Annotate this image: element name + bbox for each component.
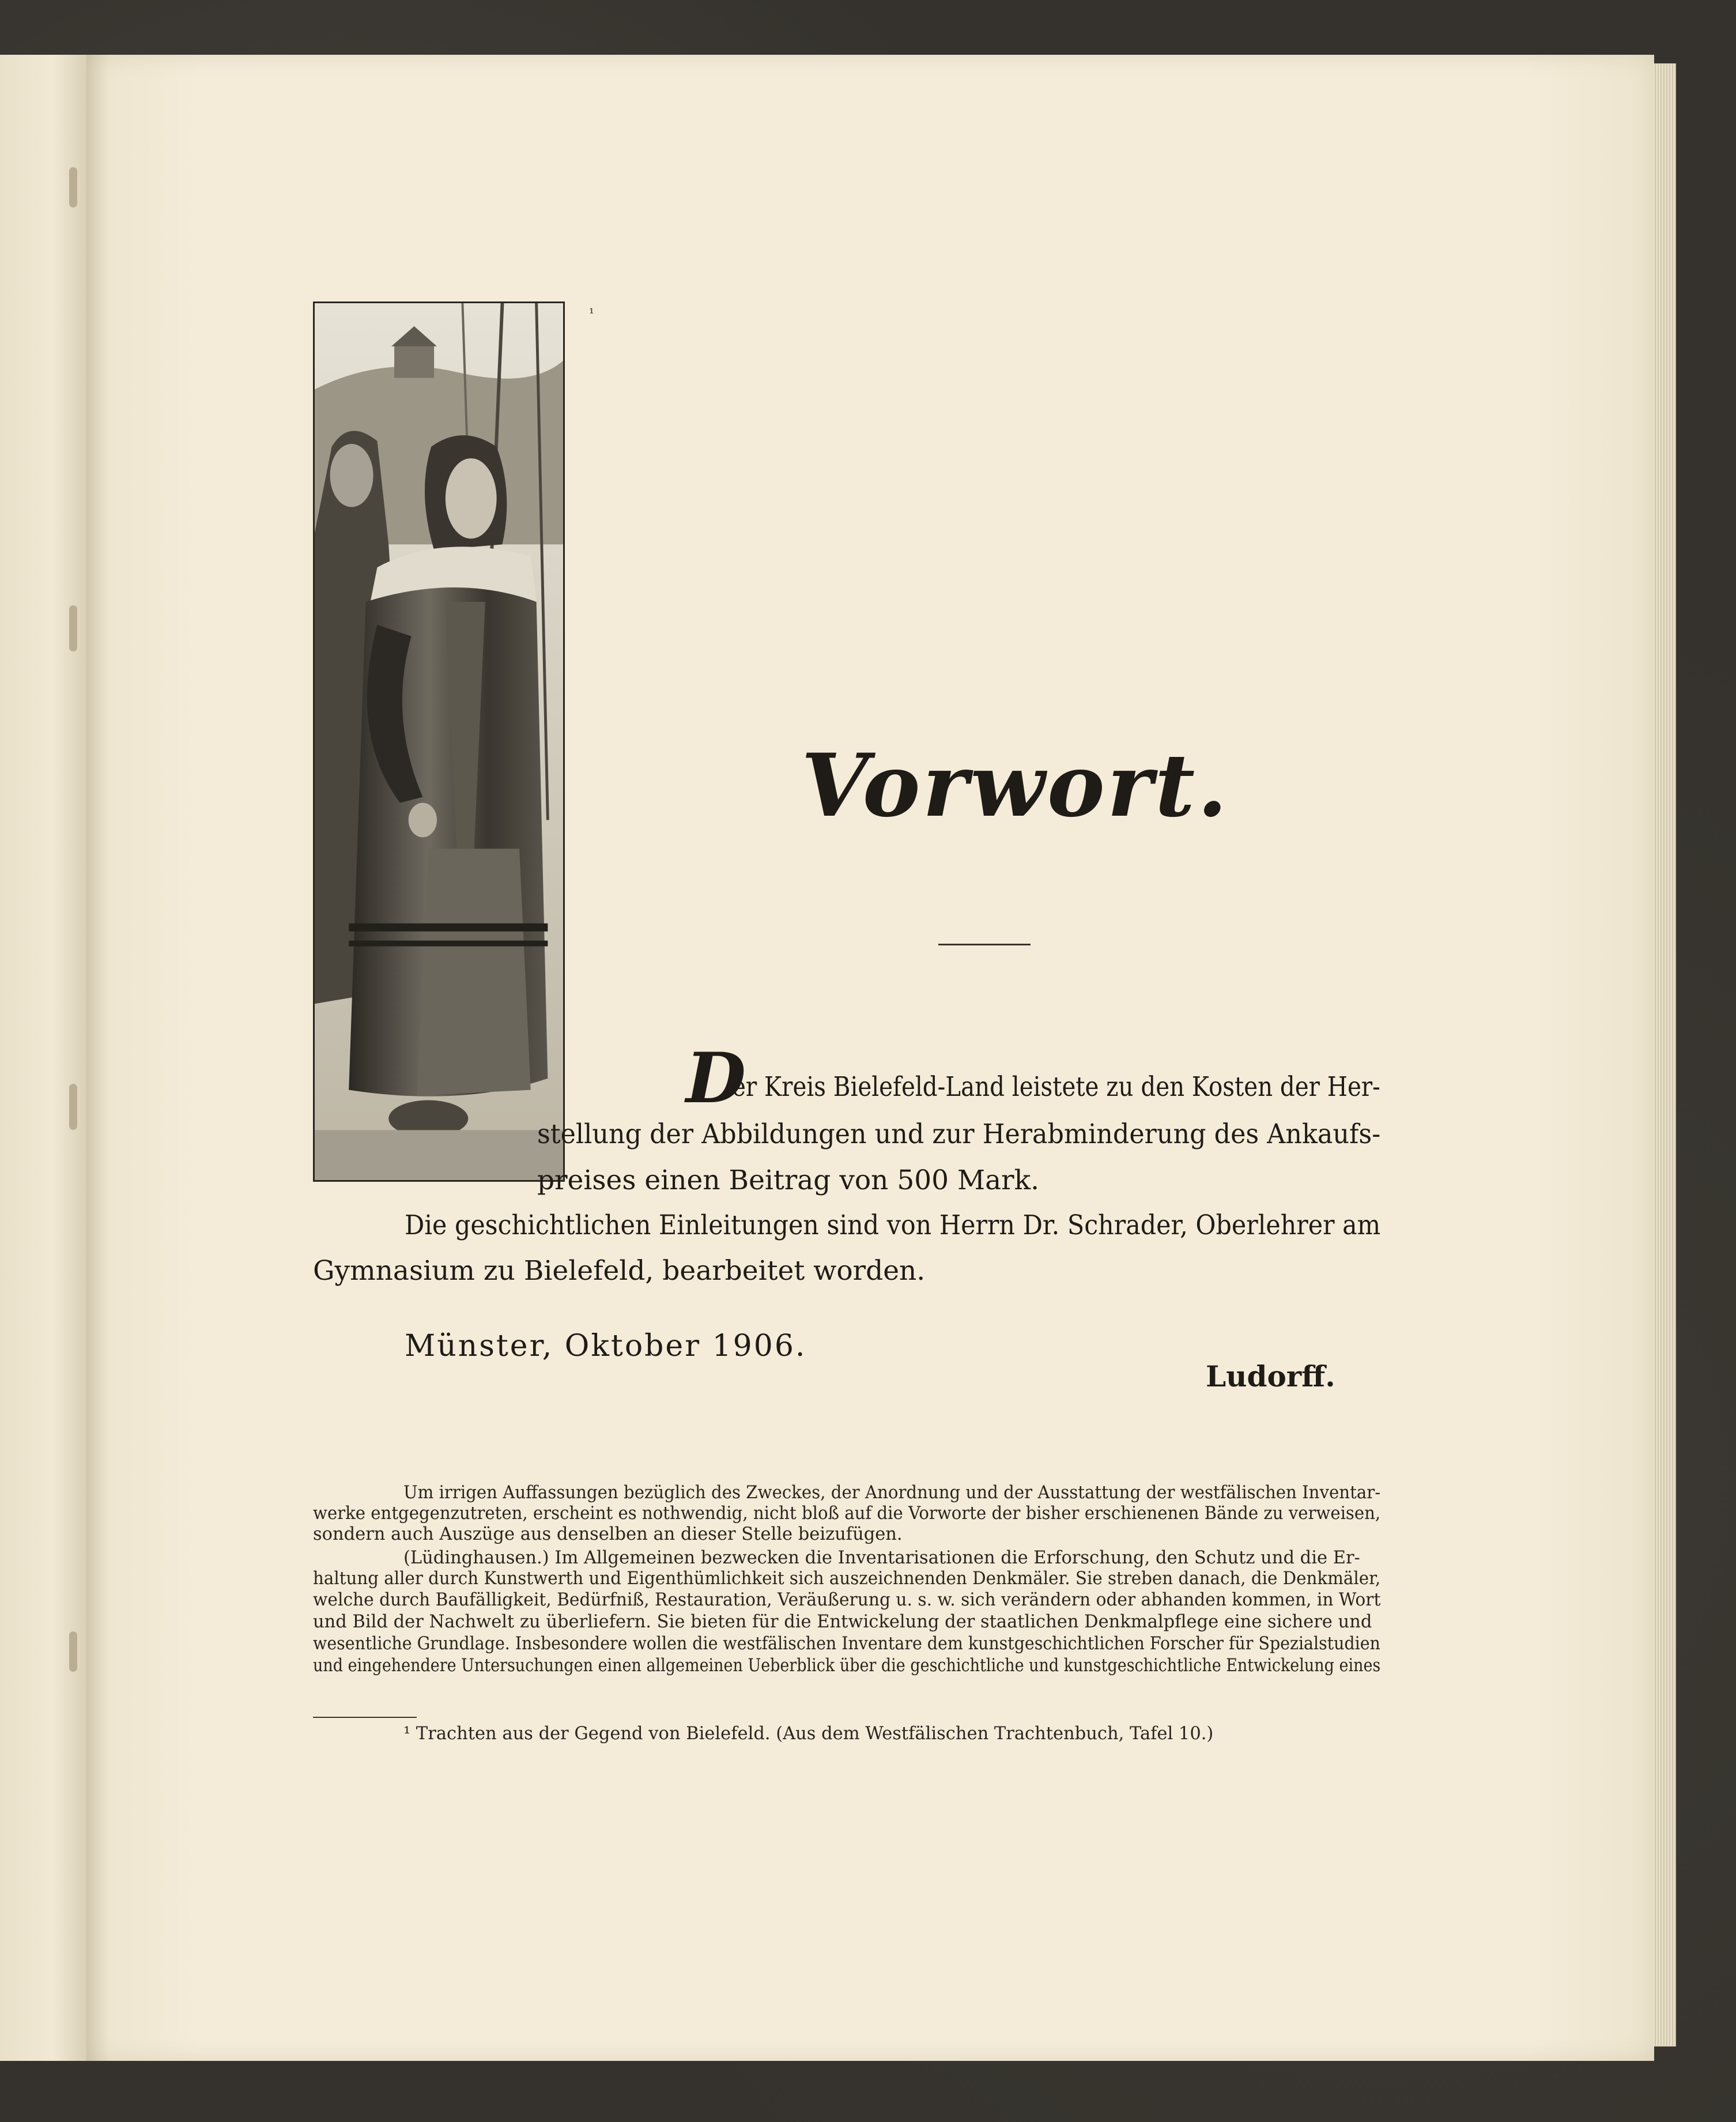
costume-illustration [313,301,565,1182]
small-text-line: und eingehendere Untersuchungen einen allgemeinen Ueberblick über die geschichtliche und kunstgeschichtliche Entwickelung eines [313,1656,1381,1676]
page-title: Vorwort. [801,735,1230,836]
paragraph1-line2: stellung der Abbildungen und zur Herabminderung des Ankaufs- [537,1118,1381,1150]
small-text-line: und Bild der Nachwelt zu überliefern. Sie bieten für die Entwickelung der staatlichen Denkmalpflege eine sichere und [313,1612,1372,1632]
place-and-date: Münster, Oktober 1906. [405,1329,807,1363]
small-text-line: welche durch Baufälligkeit, Bedürfniß, Restauration, Veräußerung u. s. w. sich verändern oder abhanden kommen, in Wort [313,1590,1381,1610]
figure-footnote-marker: ¹ [589,307,594,321]
paragraph2-line1: Die geschichtlichen Einleitungen sind von Herrn Dr. Schrader, Oberlehrer am [405,1209,1381,1241]
binding-stitch [69,1084,77,1130]
binding-stitch [69,605,77,651]
footnote-divider [313,1717,417,1718]
page-stack-edge [1653,63,1676,2046]
costume-engraving [315,303,563,1180]
binding-stitch [69,1631,77,1672]
small-text-line: werke entgegenzutreten, erscheint es nothwendig, nicht bloß auf die Vorworte der bisher erschienenen Bände zu verweisen, [313,1503,1381,1524]
small-text-line: (Lüdinghausen.) Im Allgemeinen bezwecken die Inventarisationen die Erforschung, den Schutz und die Er- [403,1548,1360,1568]
title-divider [938,944,1031,945]
paragraph2-line2: Gymnasium zu Bielefeld, bearbeitet worden. [313,1255,926,1287]
small-text-line: haltung aller durch Kunstwerth und Eigenthümlichkeit sich auszeichnenden Denkmäler. Sie streben danach, die Denkmäler, [313,1569,1381,1589]
footnote: ¹ Trachten aus der Gegend von Bielefeld. (Aus dem Westfälischen Trachtenbuch, Tafel 10.) [403,1724,1214,1744]
author-signature: Ludorff. [1206,1359,1335,1393]
small-text-line: wesentliche Grundlage. Insbesondere wollen die westfälischen Inventare dem kunstgeschichtlichen Forscher für Spezialstudien [313,1634,1380,1654]
paragraph1-line1: er Kreis Bielefeld-Land leistete zu den Kosten der Her- [732,1071,1380,1103]
paragraph1-line3: preises einen Beitrag von 500 Mark. [537,1164,1040,1196]
drop-cap: D [686,1038,746,1119]
binding-stitch [69,167,77,208]
left-page-edge [0,55,88,2061]
small-text-line: Um irrigen Auffassungen bezüglich des Zweckes, der Anordnung und der Ausstattung der westfälischen Inventar- [403,1483,1381,1503]
small-text-line: sondern auch Auszüge aus denselben an dieser Stelle beizufügen. [313,1524,903,1544]
